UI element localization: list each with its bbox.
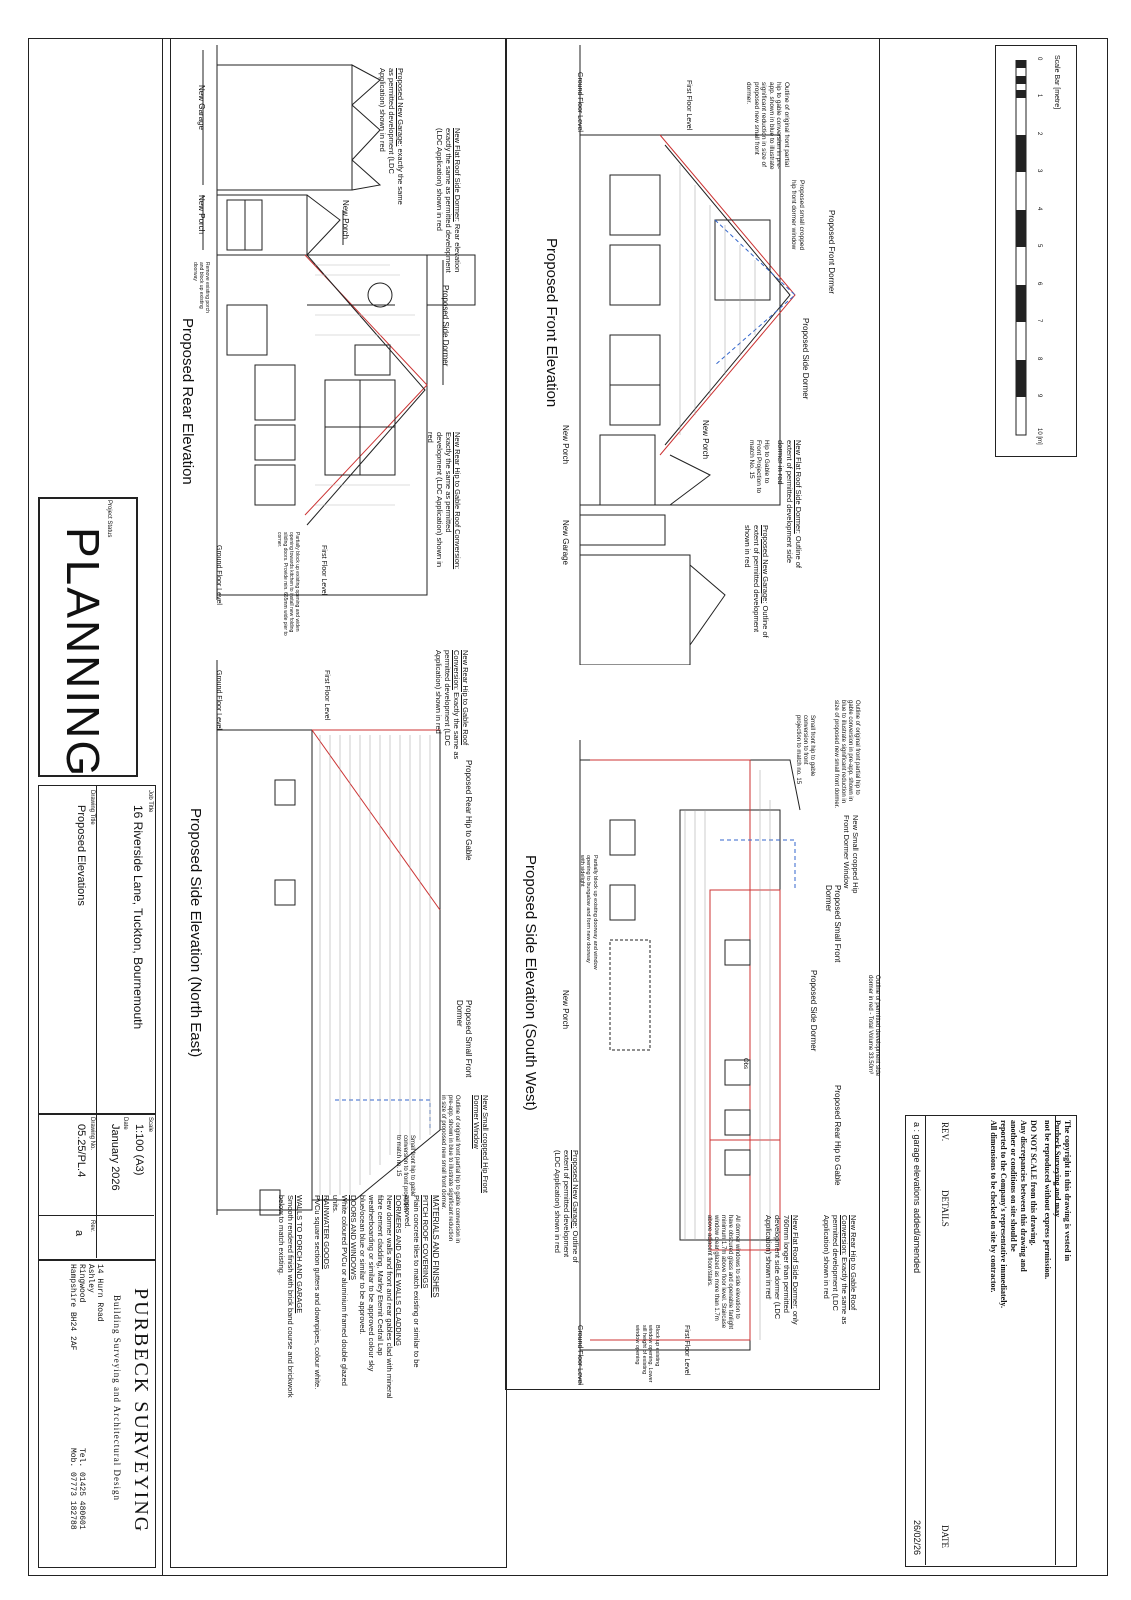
sw-obs-label-1: Obs	[742, 1058, 748, 1070]
ne-hip-note	[434, 650, 470, 760]
rear-garage-note-title: Proposed New Garage:	[396, 68, 405, 147]
front-new-porch-label: New Porch	[561, 425, 570, 465]
front-garage-note	[743, 525, 770, 655]
project-status-label: Project Status	[106, 500, 112, 538]
rear-partially-block-note: Partially block up existing opening and widen opening towards kitchen to install new folding sliding doors. Provide min. 665mm wide pier to corner.	[276, 532, 300, 636]
drawing-title-label: Drawing Title	[89, 790, 95, 825]
ne-small-front-label: Proposed Small Front Dormer	[455, 1000, 473, 1078]
scale-bar-label: Scale Bar [metre]	[1053, 55, 1060, 110]
scale-tick-8: 8	[1036, 357, 1042, 361]
scale-tick-9: 9	[1036, 394, 1042, 398]
date-value: January 2026	[109, 1124, 121, 1191]
ne-hip-note-title: New Rear Hip to Gable Roof Conversion:	[452, 650, 470, 746]
address-line-4: Hampshire BH24 2AF	[68, 1264, 77, 1351]
sw-cropped-label: Proposed Small Front Dormer	[824, 885, 842, 963]
rear-side-dormer-note	[435, 128, 462, 278]
scale-tick-7: 7	[1036, 319, 1042, 323]
sw-elevation-title: Proposed Side Elevation (South West)	[522, 855, 539, 1111]
sw-obscured-note: All dormer windows to side elevation to have obscured glass and openable fanlight minimum 1.7m above floor level. Staircase window clear glazed as more than 1.7m above adjacent floor/stairs.	[706, 1215, 740, 1330]
scale-tick-5: 5	[1036, 244, 1042, 248]
ne-cropped-note	[472, 1095, 490, 1195]
copyright-line-1: Purbeck Surveying and may	[1053, 1120, 1062, 1218]
sw-hip-note-title: New Rear Hip to Gable Roof Conversion:	[840, 1215, 858, 1311]
rear-ground-floor-label: Ground Floor Level	[215, 545, 222, 605]
scale-warning-1: Any discrepancies between this drawing and	[1019, 1120, 1028, 1272]
front-side-dormer-note-text: Outline of extent of permitted development side dormer in red	[776, 440, 803, 568]
front-side-dormer-note-title: New Flat Roof Side Dormer:	[794, 440, 803, 534]
material-text-2: White coloured PVCu or aluminium framed double glazed units.	[331, 1195, 349, 1386]
rear-hip-note	[426, 432, 462, 577]
sw-hip-note-text: Exactly the same as permitted development (LDC Application) shown in red	[822, 1215, 849, 1325]
scale-warning-4: All dimensions to be checked on site by contractor.	[989, 1120, 998, 1293]
front-outline-note: Outline of original front partial hip to gable conversion in pre-app. shown in blue to illustrate significant reduction in size of proposed new small front dormer.	[745, 82, 790, 170]
job-title-label: Job Title	[147, 790, 153, 813]
sw-dormer-note-title: New Flat Roof Side Dormer:	[791, 1215, 800, 1309]
material-text-4: Smooth rendered finish with brick band course and brickwork below to match existing.	[277, 1195, 295, 1398]
front-side-dormer-label: Proposed Side Dormer	[801, 318, 810, 400]
sw-first-floor-label: First Floor Level	[683, 1325, 690, 1376]
front-hip-projection-note: Hip to Gable to Front Projection to match No. 15	[748, 440, 770, 494]
materials-heading: MATERIALS AND FINISHES	[431, 1195, 440, 1298]
address-line-1: 14 Hurn Road	[95, 1264, 104, 1322]
rear-side-dormer-note-title: New Flat Roof Side Dormer:	[453, 128, 462, 222]
ne-hip-note-text: Exactly the same as permitted development (LDC Application) shown in red	[434, 650, 461, 760]
material-title-1: DORMERS AND GABLE WALLS CLADDING	[394, 1195, 403, 1347]
front-cropped-note: Proposed small cropped hip front dormer window	[790, 180, 805, 251]
company-tagline: Building Surveying and Architectural Design	[112, 1295, 122, 1501]
ne-small-hip-note: Small front hip to gable conversion to front projection to match no. 15	[395, 1135, 415, 1213]
sw-ground-floor-label: Ground Floor Level	[576, 1325, 583, 1385]
sw-side-dormer-label: Proposed Side Dormer	[809, 970, 818, 1052]
ne-elevation-title: Proposed Side Elevation (North East)	[187, 808, 204, 1058]
company-mob: Mob. 07773 182788	[68, 1448, 77, 1530]
rev-row-details: a : garage elevations added/amended	[912, 1122, 922, 1274]
front-garage-note-title: Proposed New Garage:	[761, 525, 770, 604]
rear-garage-note	[378, 68, 405, 208]
sw-dormer-note	[764, 1215, 800, 1325]
copyright-line-2: not be reproduced without express permission.	[1043, 1120, 1052, 1280]
scale-tick-6: 6	[1036, 282, 1042, 286]
sw-rear-hip-label: Proposed Rear Hip to Gable	[833, 1085, 842, 1186]
sw-cropped-note: New Small cropped Hip Front Dormer Window	[842, 815, 860, 894]
ne-ground-floor-label: Ground Floor Level	[215, 670, 222, 730]
job-divider	[96, 785, 97, 1258]
scale-label: Scale	[147, 1117, 153, 1133]
material-title-2: DOORS AND WINDOWS	[349, 1195, 358, 1281]
front-elevation-drawing	[510, 45, 875, 665]
copyright-line-0: The copyright in this drawing is vested in	[1063, 1120, 1072, 1262]
company-tel: Tel. 01425 480601	[77, 1448, 86, 1530]
material-title-3: RAINWATER GOODS	[322, 1195, 331, 1270]
rear-new-porch-label-2: New Porch	[341, 200, 350, 240]
rear-garage-note-text: exactly the same as permitted development (LDC Application) shown in red	[378, 68, 405, 205]
scale-tick-1: 1	[1036, 94, 1042, 98]
sw-garage-note	[553, 1150, 580, 1270]
rear-side-dormer-note-text: Rear elevation exactly the same as permitted development (LDC Application) shown in red	[435, 128, 462, 273]
drawing-no-label: Drawing No.	[89, 1117, 95, 1151]
ne-first-floor-label: First Floor Level	[323, 670, 330, 721]
scale-tick-3: 3	[1036, 169, 1042, 173]
material-text-1: New dormer walls and front and rear gables clad with mineral fibre cement cladding, Marley Eternit Cedral Lap weatherboarding or similar to be approved colour sky blue/ocean blue or similar to be approved.	[358, 1195, 394, 1399]
drawing-title: Proposed Elevations	[75, 805, 87, 906]
sw-dormer-note-text: only 760mm longer than permitted development side dormer (LDC Application) shown in red	[764, 1215, 800, 1325]
scale-tick-4: 4	[1036, 207, 1042, 211]
project-status: PLANNING	[57, 527, 109, 779]
rev-header-rev: REV.	[940, 1122, 950, 1142]
sw-block-window-note: Block up existing window opening. Lower sill height of existing window opening	[634, 1325, 660, 1383]
front-ground-floor-label: Ground Floor Level	[576, 72, 583, 132]
front-new-porch-label-2: New Porch	[701, 420, 710, 460]
material-title-0: PITCH ROOF COVERINGS	[421, 1195, 430, 1289]
date-label: Date	[122, 1117, 128, 1130]
rear-elevation-title: Proposed Rear Elevation	[179, 318, 196, 485]
material-title-4: WALLS TO PORCH AND GARAGE	[295, 1195, 304, 1314]
scale-tick-10: 10 [m]	[1036, 428, 1042, 445]
address-line-2: Ashley	[86, 1264, 95, 1293]
rear-new-porch-label: New Porch	[197, 195, 206, 235]
company-name: PURBECK SURVEYING	[130, 1288, 152, 1534]
rev-label: Rev.	[89, 1220, 95, 1232]
drawing-no: 05.25/PL.4	[75, 1124, 87, 1178]
ne-outline-note: Outline of original front partial hip to gable conversion in pre-app. shown in blue to illustrate significant reduction in size of proposed new small front dormer.	[440, 1095, 460, 1244]
scale-warning-2: another or conditions on site should be	[1009, 1120, 1018, 1252]
scale-warning-0: DO NOT SCALE from this drawing.	[1029, 1120, 1038, 1246]
sw-garage-note-title: Proposed New Garage:	[571, 1150, 580, 1229]
front-side-dormer-note	[776, 440, 803, 580]
scale-value: 1:100 (A3)	[133, 1124, 145, 1176]
rear-hip-note-text: Exactly the same as permitted development (LDC Application) shown in red	[426, 432, 453, 568]
sw-new-porch-label: New Porch	[561, 990, 570, 1030]
rev-value: a	[73, 1230, 85, 1237]
sw-outline-pd-note: Outline of permitted development side dormer in red - Total Volume 33.50m³	[867, 975, 880, 1077]
material-text-0: Plain concrete tiles to match existing or similar to be approved.	[403, 1195, 421, 1368]
ne-rear-hip-label: Proposed Rear Hip to Gable	[464, 760, 473, 861]
front-new-garage-label: New Garage	[561, 520, 570, 565]
sw-side-elevation-drawing	[510, 740, 875, 1385]
rear-first-floor-label: First Floor Level	[320, 545, 327, 596]
material-text-3: PVCu square section gutters and downpipes, colour white.	[313, 1195, 322, 1390]
scale-tick-0: 0	[1036, 57, 1042, 61]
rev-row-date: 26/02/26	[912, 1520, 922, 1556]
rear-hip-note-title: New Rear Hip to Gable Roof Conversion:	[453, 432, 462, 570]
rear-side-dormer-label: Proposed Side Dormer	[441, 285, 450, 367]
job-title: 16 Riverside Lane, Tuckton, Bournemouth	[131, 805, 145, 1030]
scale-bar	[1012, 60, 1042, 440]
date-divider	[38, 1215, 154, 1216]
front-first-floor-label: First Floor Level	[685, 80, 692, 131]
rev-header-line	[925, 1115, 926, 1565]
sw-hip-note	[822, 1215, 858, 1325]
sw-partially-block-note: Partially block up existing doorway and window opening to bungalow and form new doorway with sidelight	[579, 855, 598, 970]
sw-small-hip-note: Small front hip to gable conversion to front projection to match no. 15	[795, 715, 815, 785]
sw-garage-note-text: Outline of extent of permitted development (LDC Application) shown in red	[553, 1150, 580, 1263]
address-line-3: Ringwood	[77, 1264, 86, 1303]
front-front-dormer-label: Proposed Front Dormer	[827, 210, 836, 295]
scale-warning-3: reported to the Company's representative immediately.	[999, 1120, 1008, 1308]
front-elevation-title: Proposed Front Elevation	[543, 238, 560, 408]
rev-header-details: DETAILS	[940, 1190, 950, 1227]
ne-cropped-note-title: New Small cropped Hip Front Dormer Window	[472, 1095, 490, 1193]
rear-new-garage-label: New Garage	[197, 85, 206, 130]
rev-header-date: DATE	[940, 1525, 950, 1548]
sw-outline-note: Outline of original front partial hip to gable conversion in pre-app. shown in blue to illustrate significant reduction in size of proposed new small front dormer.	[833, 700, 860, 809]
rear-remove-porch-note: Remove existing porch and block up existing doorway	[192, 262, 210, 313]
scale-tick-2: 2	[1036, 132, 1042, 136]
front-garage-note-text: Outline of extent of permitted development shown in red	[743, 525, 770, 638]
